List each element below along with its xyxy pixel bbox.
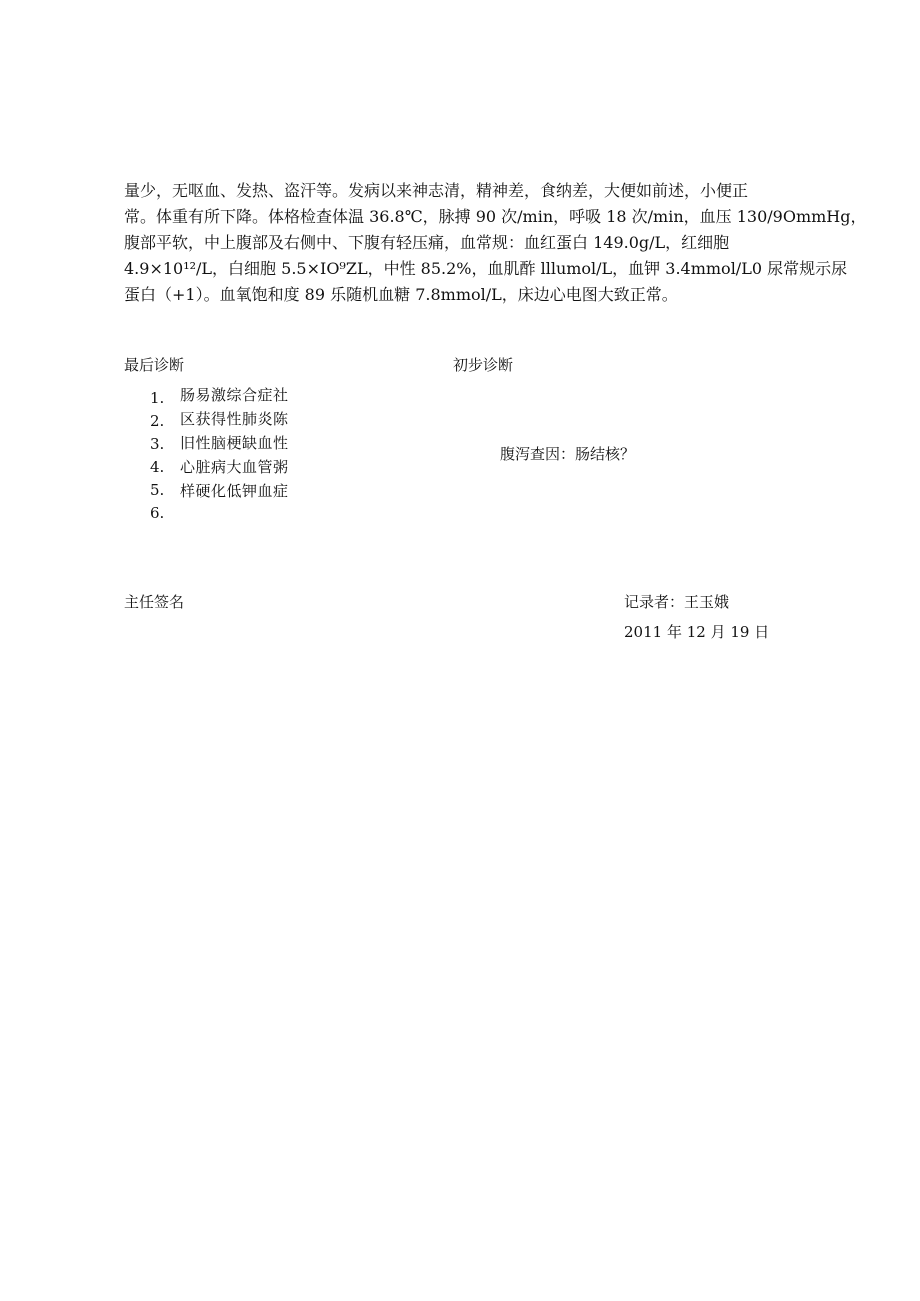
diagnosis-row: 旧性脑梗缺血性 (180, 434, 289, 452)
diagnosis-row: 区获得性肺炎陈 (180, 410, 289, 428)
paragraph-line: 常。体重有所下降。体格检查体温 36.8℃，脉搏 90 次/min，呼吸 18 次/min，血压 130/9OmmHg， (124, 207, 867, 226)
list-number: 4. (150, 458, 165, 476)
final-diagnosis-numbers (150, 387, 164, 525)
paragraph-line: 量少，无呕血、发热、盗汗等。发病以来神志清，精神差，食纳差，大便如前述，小便正 (124, 181, 749, 200)
record-date: 2011 年 12 月 19 日 (624, 623, 770, 641)
list-number: 3. (150, 435, 165, 453)
list-number: 2. (150, 412, 165, 430)
diagnosis-row: 样硬化低钾血症 (180, 482, 289, 500)
paragraph-line: 蛋白（+1）。血氧饱和度 89 乐随机血糖 7.8mmol/L，床边心电图大致正常。 (124, 285, 678, 304)
final-diagnosis-text (180, 383, 289, 503)
director-signature-label: 主任签名 (124, 593, 185, 611)
exam-paragraph (124, 178, 867, 308)
initial-diagnosis-text: 腹泻查因：肠结核？ (500, 445, 636, 463)
final-diagnosis-heading: 最后诊断 (124, 356, 185, 374)
list-number: 6. (150, 504, 165, 522)
initial-diagnosis-heading: 初步诊断 (453, 356, 514, 374)
diagnosis-row: 肠易激综合症社 (180, 386, 289, 404)
recorder-name: 记录者：王玉娥 (624, 593, 730, 611)
list-number: 5. (150, 481, 165, 499)
paragraph-line: 腹部平软，中上腹部及右侧中、下腹有轻压痛，血常规：血红蛋白 149.0g/L，红细胞 (124, 233, 730, 252)
diagnosis-row: 心脏病大血管粥 (180, 458, 289, 476)
paragraph-line: 4.9×10¹²/L，白细胞 5.5×IO⁹ZL，中性 85.2%，血肌酢 lllumol/L，血钾 3.4mmol/L0 尿常规示尿 (124, 259, 848, 278)
list-number: 1. (150, 389, 165, 407)
